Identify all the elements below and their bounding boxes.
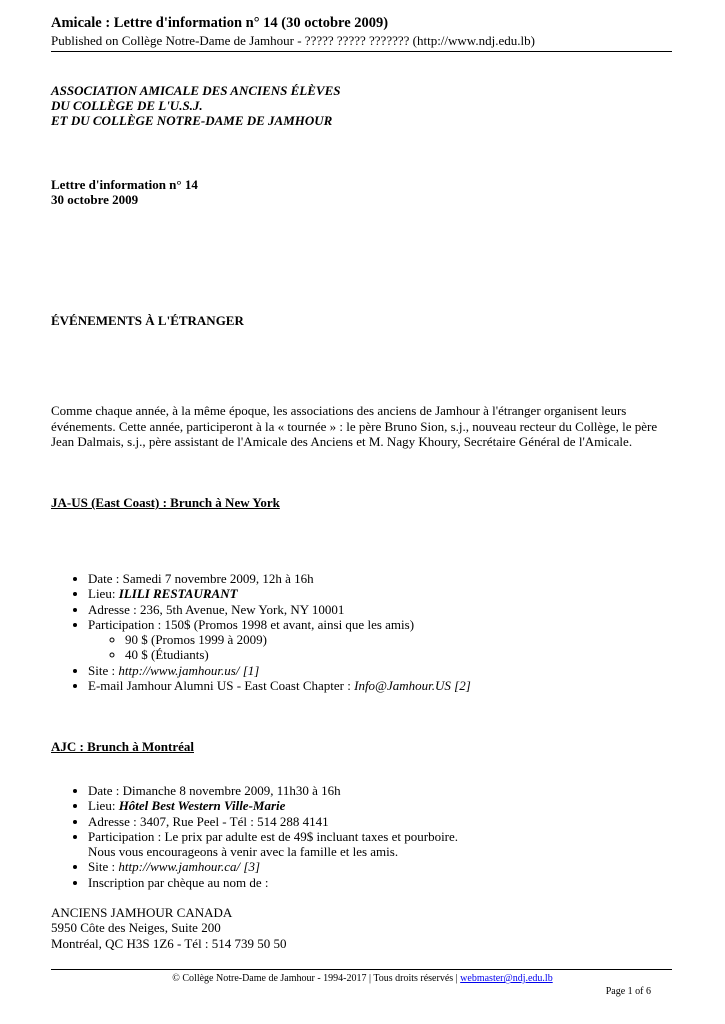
address-line: ANCIENS JAMHOUR CANADA [51,905,233,920]
list-item: ◦ 40 $ (Étudiants) [125,647,471,662]
intro-paragraph: Comme chaque année, à la même époque, les associations des anciens de Jamhour à l'étranger organisent leurs événements. Cette année, participeront à la « tournée » : le père Bruno Sion, s.j., nouveau recteur du Collège, le père Jean Dalmais, s.j., père assistant de l'Amicale des Anciens et M. Nagy Khoury, Secrétaire Général de l'Amicale. [51,403,658,449]
ny-price-sublist [88,632,471,663]
list-item: • Date : Samedi 7 novembre 2009, 12h à 16h [88,571,471,586]
page-number: Page 1 of 6 [605,986,651,997]
letter-info [51,177,198,207]
mtl-venue: Hôtel Best Western Ville-Marie [118,798,286,814]
events-heading: ÉVÉNEMENTS À L'ÉTRANGER [51,313,244,328]
list-item: • Lieu: ILILI RESTAURANT [88,586,471,601]
footer-copyright: © Collège Notre-Dame de Jamhour - 1994-2017 | Tous droits réservés | [172,973,461,984]
mtl-details-list [51,783,458,890]
ny-email-link[interactable]: Info@Jamhour.US [2] [354,678,471,694]
list-item: • Participation : Le prix par adulte est de 49$ incluant taxes et pourboire. Nous vous encourageons à venir avec la famille et les amis. [88,829,458,860]
document-title: Amicale : Lettre d'information n° 14 (30 octobre 2009) [51,15,389,31]
address-block [51,905,287,951]
list-item: • Adresse : 3407, Rue Peel - Tél : 514 288 4141 [88,814,458,829]
footer-divider [51,969,672,970]
letter-number: Lettre d'information n° 14 [51,177,198,192]
ny-site-link[interactable]: http://www.jamhour.us/ [1] [118,662,260,678]
published-line: Published on Collège Notre-Dame de Jamhour - ????? ????? ??????? (http://www.ndj.edu.lb) [51,33,535,48]
list-item: • Site : http://www.jamhour.us/ [1] [88,663,471,678]
association-line: ASSOCIATION AMICALE DES ANCIENS ÉLÈVES [51,83,341,98]
list-item: • Inscription par chèque au nom de : [88,875,458,890]
list-item: • Site : http://www.jamhour.ca/ [3] [88,859,458,874]
list-item: • Date : Dimanche 8 novembre 2009, 11h30 à 16h [88,783,458,798]
ny-venue: ILILI RESTAURANT [118,586,238,602]
mtl-site-link[interactable]: http://www.jamhour.ca/ [3] [118,859,261,875]
ny-details-list [51,571,471,693]
list-item: • Participation : 150$ (Promos 1998 et avant, ainsi que les amis) ◦ 90 $ (Promos 1999 à 2009) ◦ 40 $ (Étudiants) [88,617,471,663]
address-line: 5950 Côte des Neiges, Suite 200 [51,920,221,936]
association-line: DU COLLÈGE DE L'U.S.J. [51,98,203,113]
association-line: ET DU COLLÈGE NOTRE-DAME DE JAMHOUR [51,113,333,128]
footer [0,973,725,984]
list-item: • Adresse : 236, 5th Avenue, New York, NY 10001 [88,602,471,617]
mtl-section-title: AJC : Brunch à Montréal [51,739,194,754]
list-item: • Lieu: Hôtel Best Western Ville-Marie [88,798,458,813]
letter-date: 30 octobre 2009 [51,192,139,207]
header-divider [51,51,672,52]
list-item: ◦ 90 $ (Promos 1999 à 2009) [125,632,471,647]
webmaster-email-link[interactable]: webmaster@ndj.edu.lb [460,973,553,984]
association-heading [51,83,340,128]
list-item: • E-mail Jamhour Alumni US - East Coast Chapter : Info@Jamhour.US [2] [88,678,471,693]
ny-section-title: JA-US (East Coast) : Brunch à New York [51,495,280,510]
address-line: Montréal, QC H3S 1Z6 - Tél : 514 739 50 50 [51,935,287,951]
